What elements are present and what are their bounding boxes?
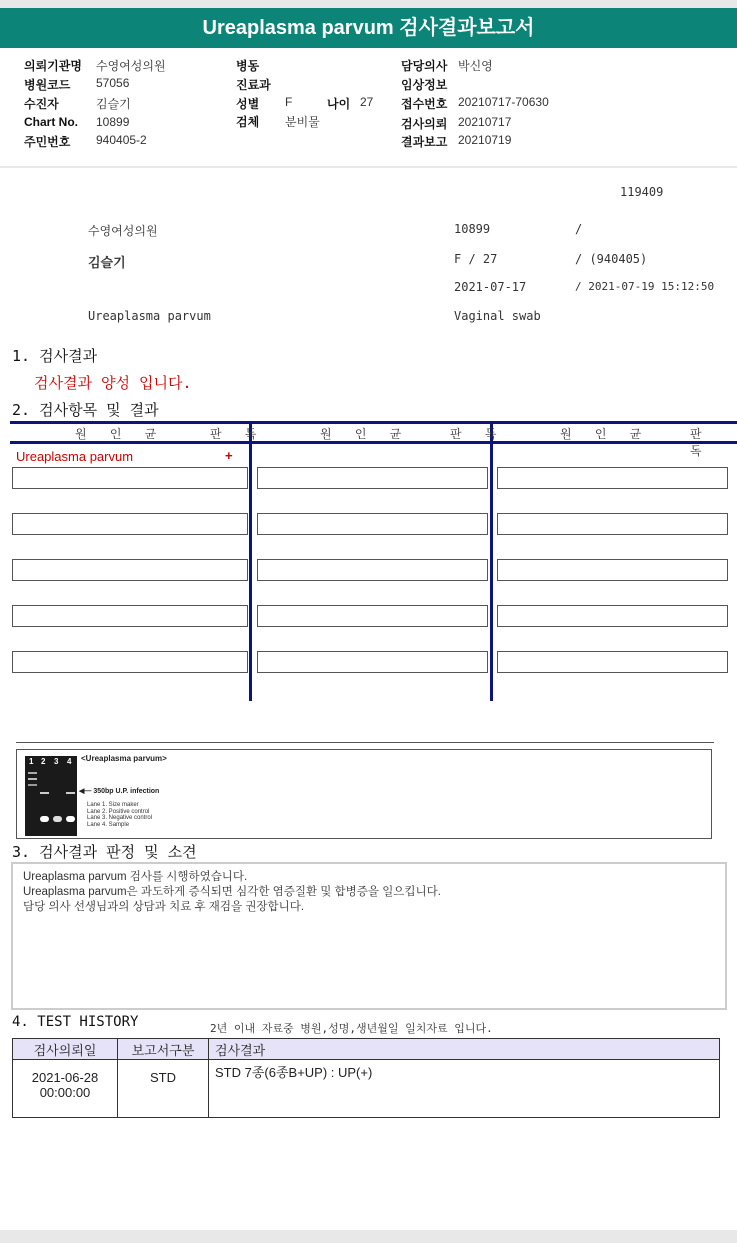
result-grid <box>0 421 737 701</box>
gel-band <box>28 778 37 780</box>
gel-band <box>53 816 62 822</box>
header-key-doctor: 담당의사 <box>401 59 448 73</box>
print-clinic: 수영여성의원 <box>88 224 158 238</box>
print-sex-age: F / 27 <box>454 252 498 266</box>
header-value-report-date: 20210719 <box>458 133 512 147</box>
header-value-specimen: 분비물 <box>285 115 320 129</box>
print-chart: 10899 <box>454 222 491 236</box>
report-page <box>0 168 737 1230</box>
section1-title: 1. 검사결과 <box>12 347 98 365</box>
history-row <box>13 1060 720 1118</box>
header-key-receipt-no: 접수번호 <box>401 97 448 111</box>
empty-cell <box>12 651 248 673</box>
header-key-resident-no: 주민번호 <box>24 135 71 149</box>
print-report-datetime: / 2021-07-19 15:12:50 <box>575 280 715 293</box>
print-test-name: Ureaplasma parvum <box>88 309 211 323</box>
gel-image <box>25 756 77 836</box>
history-col-date: 검사의뢰일 <box>13 1039 118 1060</box>
empty-cell <box>257 651 488 673</box>
header-value-age: 27 <box>360 95 374 109</box>
history-header-row <box>13 1039 720 1060</box>
gel-band <box>66 816 75 822</box>
header-value-doctor: 박신영 <box>458 59 493 73</box>
header-value-clinic: 수영여성의원 <box>96 59 166 73</box>
opinion-line: Ureaplasma parvum 검사를 시행하였습니다. <box>23 871 248 883</box>
grid-divider-1 <box>249 421 252 701</box>
header-value-chart-no: 10899 <box>96 115 130 129</box>
header-key-department: 진료과 <box>236 78 271 92</box>
empty-cell <box>257 559 488 581</box>
col2-header-pathogen: 원 인 균 <box>320 427 410 441</box>
grid-top-rule <box>10 421 737 424</box>
report-code: 119409 <box>620 185 664 199</box>
section3-title: 3. 검사결과 판정 및 소견 <box>12 843 197 861</box>
print-patient: 김슬기 <box>88 256 126 271</box>
empty-cell <box>12 467 248 489</box>
empty-cell <box>497 559 728 581</box>
empty-cell <box>497 467 728 489</box>
print-chart-sep: / <box>575 222 583 236</box>
section1-result: 검사결과 양성 입니다. <box>34 374 192 392</box>
section2-title: 2. 검사항목 및 결과 <box>12 401 159 419</box>
header-key-sex: 성별 <box>236 97 260 111</box>
empty-cell <box>497 513 728 535</box>
result-judgment: + <box>225 448 233 463</box>
lane-number: 1 <box>29 757 34 766</box>
empty-cell <box>12 513 248 535</box>
header-value-patient: 김슬기 <box>96 97 131 111</box>
header-key-specimen: 검체 <box>236 115 260 129</box>
print-birth: / (940405) <box>575 252 648 266</box>
print-receipt-date: 2021-07-17 <box>454 280 527 294</box>
empty-cell <box>257 513 488 535</box>
header-key-report-date: 결과보고 <box>401 135 448 149</box>
grid-divider-2 <box>490 421 493 701</box>
gel-legend-item: Lane 1. Size maker <box>87 802 139 808</box>
col2-header-judgment: 판 독 <box>450 427 505 441</box>
empty-cell <box>497 651 728 673</box>
lane-number: 3 <box>54 757 59 766</box>
section4-title: 4. TEST HISTORY <box>12 1014 139 1030</box>
header-value-resident-no: 940405-2 <box>96 133 147 147</box>
history-table <box>12 1038 720 1118</box>
gel-legend <box>87 802 152 828</box>
gel-band <box>28 772 37 774</box>
header-key-hospital-code: 병원코드 <box>24 78 71 92</box>
gel-top-rule <box>16 742 714 743</box>
header-key-patient: 수진자 <box>24 97 59 111</box>
empty-cell <box>12 605 248 627</box>
history-date-cell <box>13 1060 118 1118</box>
header-value-sex: F <box>285 95 293 109</box>
header-panel <box>0 48 737 166</box>
header-value-request-date: 20210717 <box>458 115 512 129</box>
header-key-age: 나이 <box>327 97 351 111</box>
header-key-clinic: 의뢰기관명 <box>24 59 82 73</box>
gel-title: <Ureaplasma parvum> <box>81 754 167 763</box>
gel-band <box>40 792 49 794</box>
opinion-line: 담당 의사 선생님과의 상담과 치료 후 재검을 권장합니다. <box>23 901 305 913</box>
header-value-hospital-code: 57056 <box>96 76 130 90</box>
empty-cell <box>257 467 488 489</box>
gel-legend-item: Lane 4. Sample <box>87 821 130 828</box>
col3-header-judgment: 판 독 <box>690 427 710 458</box>
gel-band <box>28 784 37 786</box>
empty-cell <box>257 605 488 627</box>
header-key-clinical-info: 임상정보 <box>401 78 448 92</box>
gel-legend-item: Lane 3. Negative control <box>87 815 153 821</box>
header-key-chart-no: Chart No. <box>24 115 78 129</box>
lane-number: 4 <box>67 757 72 766</box>
history-type: STD <box>118 1060 209 1118</box>
lane-number: 2 <box>41 757 46 766</box>
history-result: STD 7종(6종B+UP) : UP(+) <box>209 1060 720 1118</box>
gel-legend-item: Lane 2. Positive control <box>87 808 150 815</box>
opinion-line: Ureaplasma parvum은 과도하게 증식되면 심각한 염증질환 및 합병증을 일으킵니다. <box>23 886 441 898</box>
report-title: Ureaplasma parvum 검사결과보고서 <box>0 8 737 49</box>
empty-cell <box>497 605 728 627</box>
opinion-box <box>11 862 727 1010</box>
gel-band <box>66 792 75 794</box>
history-note: 2년 이내 자료중 병원,성명,생년월일 일치자료 입니다. <box>210 1022 493 1035</box>
history-time: 00:00:00 <box>39 1085 91 1100</box>
history-date: 2021-06-28 <box>31 1070 99 1085</box>
print-specimen: Vaginal swab <box>454 309 541 323</box>
empty-cell <box>12 559 248 581</box>
result-pathogen-name: Ureaplasma parvum <box>16 449 134 464</box>
header-key-ward: 병동 <box>236 59 260 73</box>
col1-header-judgment: 판 독 <box>210 427 265 441</box>
history-col-type: 보고서구분 <box>118 1039 209 1060</box>
gel-band-label: ◀— 350bp U.P. infection <box>79 788 160 795</box>
header-value-receipt-no: 20210717-70630 <box>458 95 549 109</box>
header-key-request-date: 검사의뢰 <box>401 117 448 131</box>
col1-header-pathogen: 원 인 균 <box>75 427 165 441</box>
gel-band <box>40 816 49 822</box>
col3-header-pathogen: 원 인 균 <box>560 427 650 441</box>
gel-band-label-text: 350bp U.P. infection <box>93 788 160 795</box>
gel-figure-box <box>16 749 712 839</box>
history-col-result: 검사결과 <box>209 1039 720 1060</box>
